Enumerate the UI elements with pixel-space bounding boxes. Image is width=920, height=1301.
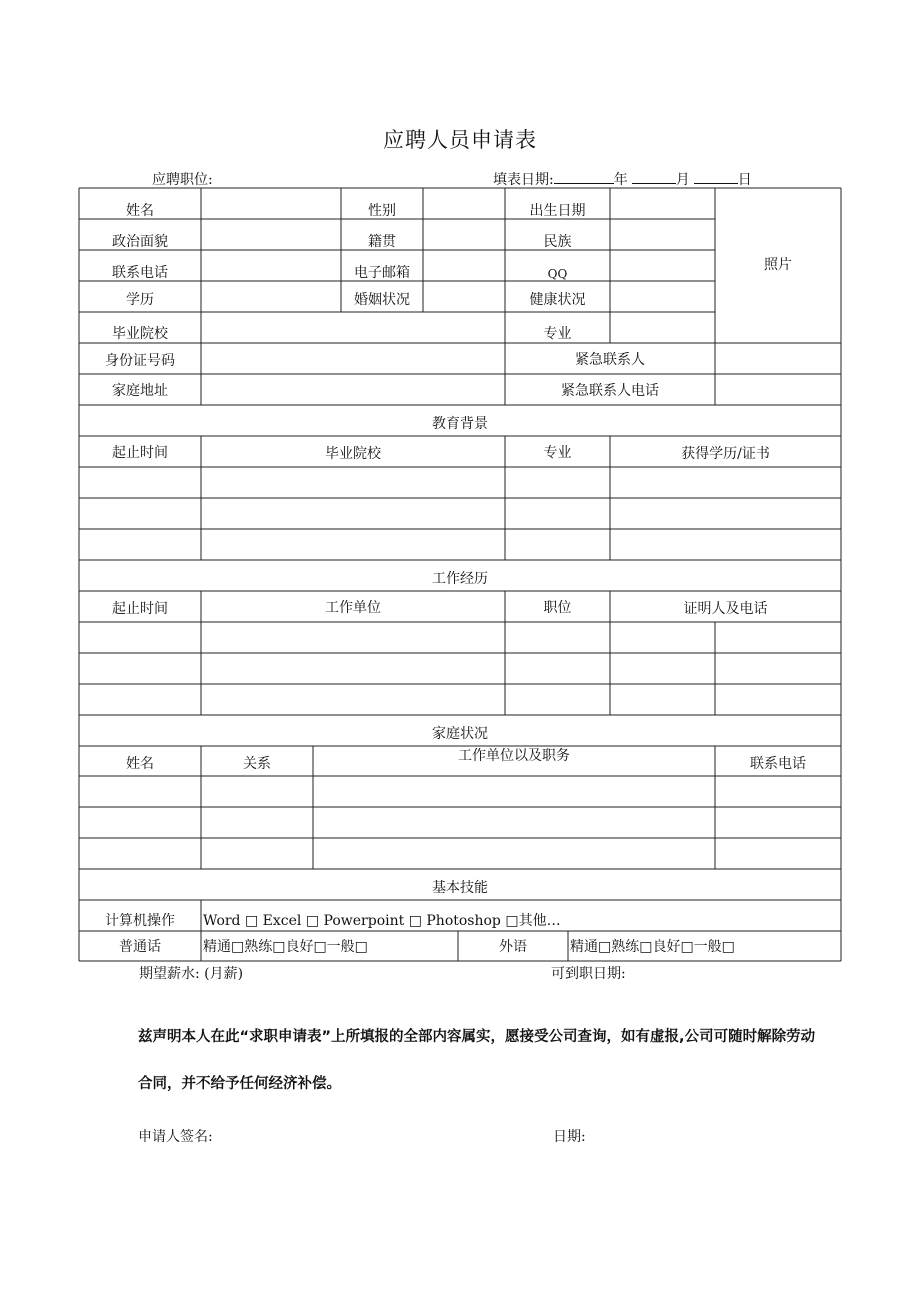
gender-label: 性别 xyxy=(368,202,396,219)
foreign-language-label: 外语 xyxy=(499,939,527,955)
computer-skill-label: 计算机操作 xyxy=(105,912,175,929)
photo-box: 照片 xyxy=(764,256,792,273)
gender-input[interactable] xyxy=(423,188,505,219)
year-blank[interactable] xyxy=(554,170,614,184)
id-number-label: 身份证号码 xyxy=(105,352,175,369)
work-section-title: 工作经历 xyxy=(432,570,488,587)
work-header-period: 起止时间 xyxy=(112,600,168,617)
start-date-label: 可到职日期: xyxy=(551,966,626,982)
work-header-employer: 工作单位 xyxy=(325,599,381,616)
fill-date-label: 填表日期: xyxy=(493,172,554,188)
foreign-language-options[interactable]: 精通□熟练□良好□一般□ xyxy=(570,939,735,955)
month-label: 月 xyxy=(675,172,690,188)
skills-section-title: 基本技能 xyxy=(432,879,488,896)
edu-header-degree: 获得学历/证书 xyxy=(681,445,770,462)
marital-status-label: 婚姻状况 xyxy=(354,291,410,308)
family-section-title: 家庭状况 xyxy=(432,725,488,742)
edu-header-major: 专业 xyxy=(543,444,572,461)
education-label: 学历 xyxy=(126,291,154,308)
declaration-line-1: 兹声明本人在此“求职申请表”上所填报的全部内容属实，愿接受公司查询，如有虚报,公司可随时解除劳动 xyxy=(138,1029,816,1045)
major-label: 专业 xyxy=(543,325,572,342)
signature-date-label: 日期: xyxy=(553,1129,586,1145)
family-header-name: 姓名 xyxy=(126,755,154,772)
fill-date-line xyxy=(493,169,752,189)
phone-label: 联系电话 xyxy=(112,264,168,281)
computer-skill-options[interactable]: Word □ Excel □ Powerpoint □ Photoshop □其他… xyxy=(203,912,561,929)
month-blank[interactable] xyxy=(632,170,676,184)
birth-date-input[interactable] xyxy=(610,188,715,219)
name-label: 姓名 xyxy=(126,202,154,219)
native-place-label: 籍贯 xyxy=(368,233,396,250)
family-header-relation: 关系 xyxy=(243,755,271,772)
ethnicity-label: 民族 xyxy=(543,233,572,250)
birth-date-label: 出生日期 xyxy=(529,202,586,219)
education-section-title: 教育背景 xyxy=(432,415,488,432)
health-status-label: 健康状况 xyxy=(529,291,586,308)
address-label: 家庭地址 xyxy=(112,382,168,399)
family-header-employer: 工作单位以及职务 xyxy=(458,747,570,764)
name-input[interactable] xyxy=(201,188,341,219)
position-label: 应聘职位: xyxy=(152,172,213,188)
qq-label: QQ xyxy=(547,266,568,281)
page-title: 应聘人员申请表 xyxy=(383,128,537,152)
email-label: 电子邮箱 xyxy=(354,264,410,281)
emergency-contact-label: 紧急联系人 xyxy=(575,351,645,368)
mandarin-options[interactable]: 精通□熟练□良好□一般□ xyxy=(203,939,368,955)
edu-header-school: 毕业院校 xyxy=(325,445,381,462)
work-header-reference: 证明人及电话 xyxy=(683,600,768,617)
emergency-phone-label: 紧急联系人电话 xyxy=(561,382,659,399)
signature-label: 申请人签名: xyxy=(138,1129,213,1145)
day-label: 日 xyxy=(737,172,752,188)
work-header-position: 职位 xyxy=(543,599,572,616)
school-label: 毕业院校 xyxy=(112,325,168,342)
mandarin-label: 普通话 xyxy=(119,939,161,955)
day-blank[interactable] xyxy=(694,170,738,184)
declaration-line-2: 合同，并不给予任何经济补偿。 xyxy=(138,1076,341,1092)
year-label: 年 xyxy=(613,172,628,188)
expected-salary-label: 期望薪水: (月薪) xyxy=(139,966,244,982)
edu-header-period: 起止时间 xyxy=(112,444,168,461)
political-status-label: 政治面貌 xyxy=(112,233,168,250)
family-header-phone: 联系电话 xyxy=(750,755,806,772)
